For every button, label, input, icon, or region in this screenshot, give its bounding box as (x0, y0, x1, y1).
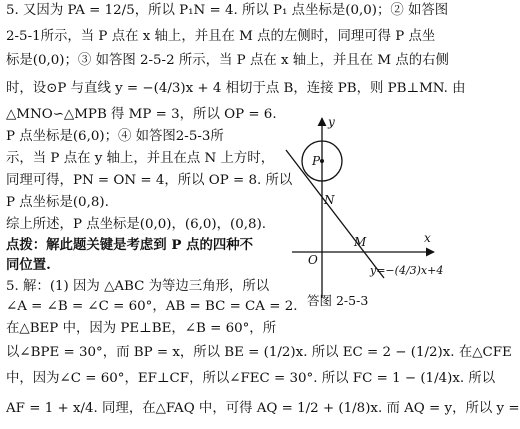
tangent-line (286, 150, 384, 278)
text-line-14: ∠A = ∠B = ∠C = 60°，AB = BC = CA = 2. (6, 299, 298, 314)
y-axis-label: y (328, 115, 335, 129)
point-p-label: P (312, 154, 321, 168)
text-line-4: 时，设⊙P 与直线 y = −(4/3)x + 4 相切于点 B，连接 PB，则 PB⊥MN. 由 (6, 81, 466, 96)
text-line-5: △MNO∽△MPB 得 MP = 3，所以 OP = 6. (6, 107, 277, 122)
origin-label: O (308, 253, 318, 267)
x-axis-label: x (424, 231, 431, 245)
text-line-7: 示，当 P 点在 y 轴上，并且在点 N 上方时， (6, 151, 275, 166)
text-line-1: 5. 又因为 PA = 12/5，所以 P₁N = 4. 所以 P₁ 点坐标是(0,0)；② 如答图 (6, 3, 449, 18)
text-line-17: 中，因为∠C = 60°，EF⊥CF，所以∠FEC = 30°. 所以 FC = 1 − (1/4)x. 所以 (6, 371, 496, 386)
figure-caption: 答图 2-5-3 (307, 293, 369, 308)
line-equation-label: y=−(4/3)x+4 (370, 264, 444, 277)
text-line-11: 点拨：解此题关键是考虑到 P 点的四种不 (6, 237, 254, 253)
text-line-15: 在△BEP 中，因为 PE⊥BE，∠B = 60°，所 (6, 321, 277, 336)
text-line-9: P 点坐标是(0,8). (6, 195, 109, 210)
figure-2-5-3 (272, 112, 444, 304)
text-line-3: 标是(0,0)；③ 如答图 2-5-2 所示，当 P 点在 x 轴上，并且在 M 点的右侧 (6, 53, 449, 68)
point-n-label: N (324, 193, 335, 207)
center-p-dot (320, 159, 324, 163)
text-line-18: AF = 1 + x/4. 同理，在△FAQ 中，可得 AQ = 1/2 + (1/8)x. 而 AQ = y，所以 y = (6, 401, 520, 416)
figure-svg (272, 112, 444, 304)
text-line-2: 2-5-1所示，当 P 点在 x 轴上，并且在 M 点的左侧时，同理可得 P 点坐 (6, 29, 436, 44)
text-line-12: 同位置. (6, 257, 51, 273)
text-line-16: 以∠BPE = 30°，而 BP = x，所以 BE = (1/2)x. 所以 EC = 2 − (1/2)x. 在△CFE (6, 345, 512, 360)
text-line-10: 综上所述，P 点坐标是(0,0)，(6,0)，(0,8). (6, 217, 267, 232)
text-line-13: 5. 解：(1) 因为 △ABC 为等边三角形，所以 (6, 279, 270, 294)
text-line-6: P 点坐标是(6,0)；④ 如答图2-5-3所 (6, 129, 224, 144)
text-line-8: 同理可得，PN = ON = 4，所以 OP = 8. 所以 (6, 173, 293, 188)
point-m-label: M (354, 235, 367, 249)
